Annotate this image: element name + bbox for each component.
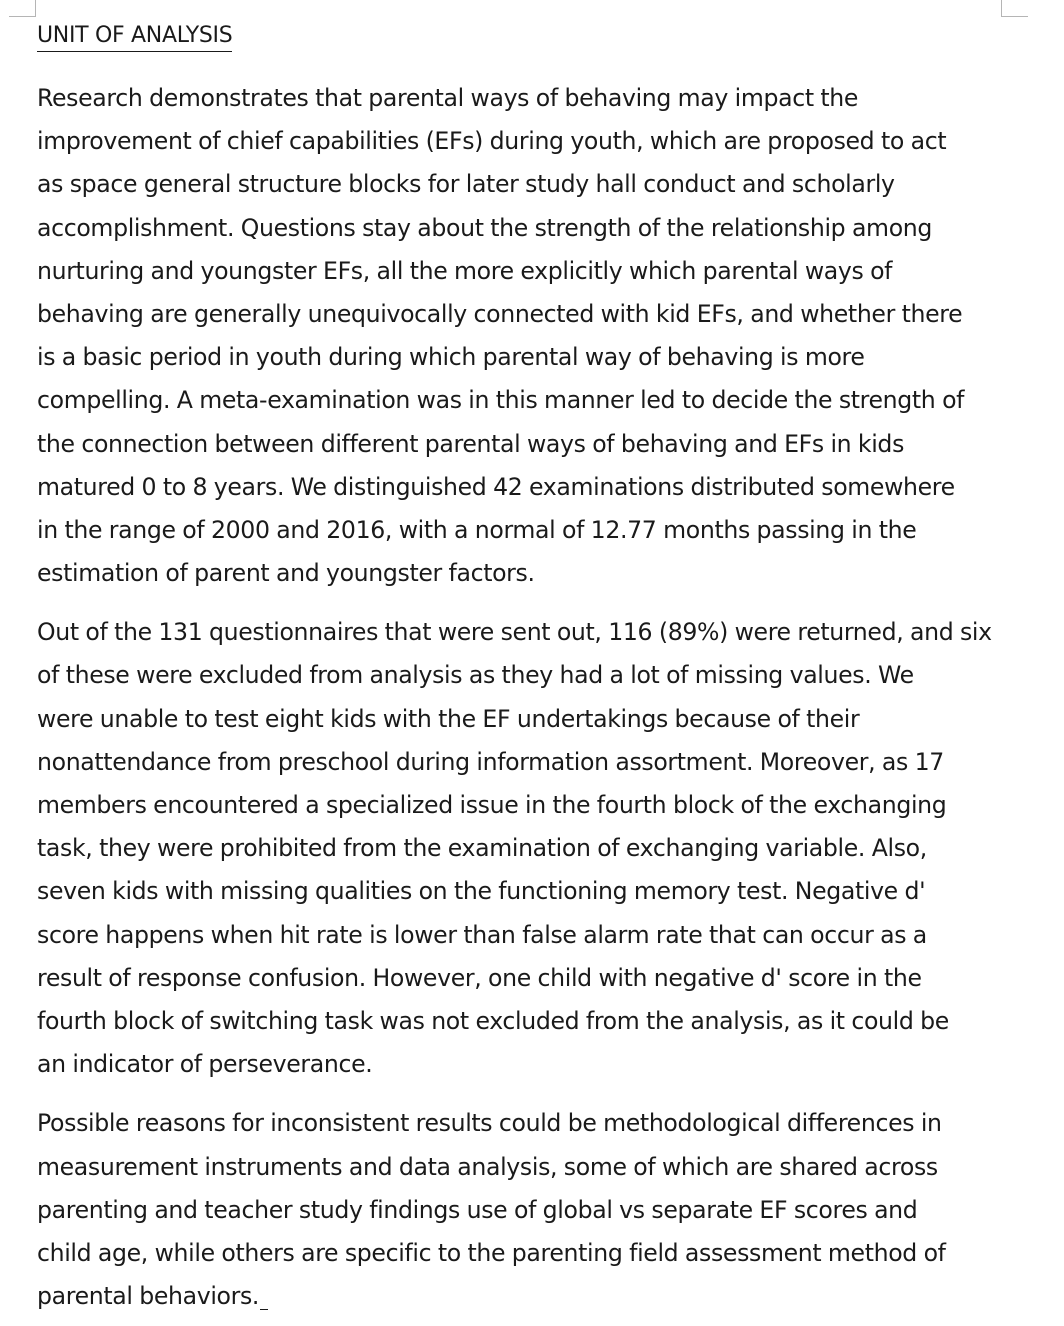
text-line: estimation of parent and youngster factors. — [37, 559, 535, 588]
text-line: the connection between different parental ways of behaving and EFs in kids — [37, 429, 905, 458]
text-line: task, they were prohibited from the examination of exchanging variable. Also, — [37, 834, 927, 863]
text-line-last — [37, 1275, 997, 1318]
text-line: behaving are generally unequivocally connected with kid EFs, and whether there — [37, 299, 963, 328]
text-line: score happens when hit rate is lower than false alarm rate that can occur as a — [37, 920, 927, 949]
text-line: were unable to test eight kids with the EF undertakings because of their — [37, 704, 860, 733]
text-cursor — [260, 1309, 268, 1310]
document-body[interactable] — [37, 22, 997, 1318]
text-line: is a basic period in youth during which parental way of behaving is more — [37, 343, 865, 372]
text-line: child age, while others are specific to the parenting field assessment method of — [37, 1238, 946, 1267]
text-line: as space general structure blocks for later study hall conduct and scholarly — [37, 170, 895, 199]
text-line: seven kids with missing qualities on the functioning memory test. Negative d' — [37, 877, 926, 906]
text-line: nonattendance from preschool during information assortment. Moreover, as 17 — [37, 747, 944, 776]
crop-mark-top-right — [1001, 0, 1028, 17]
text-line: of these were excluded from analysis as they had a lot of missing values. We — [37, 661, 914, 690]
text-line: measurement instruments and data analysis, some of which are shared across — [37, 1152, 938, 1181]
crop-mark-top-left — [9, 0, 36, 17]
paragraph-3[interactable] — [37, 1102, 997, 1318]
text-line: Out of the 131 questionnaires that were sent out, 116 (89%) were returned, and six — [37, 618, 992, 647]
paragraph-1[interactable] — [37, 77, 997, 595]
text-line: matured 0 to 8 years. We distinguished 42 examinations distributed somewhere — [37, 472, 955, 501]
text-line: an indicator of perseverance. — [37, 1050, 373, 1079]
text-line-content: parental behaviors. — [37, 1282, 260, 1311]
text-line: Research demonstrates that parental ways of behaving may impact the — [37, 84, 859, 112]
text-line: in the range of 2000 and 2016, with a normal of 12.77 months passing in the — [37, 515, 917, 544]
text-line: fourth block of switching task was not excluded from the analysis, as it could be — [37, 1006, 949, 1035]
text-line: members encountered a specialized issue in the fourth block of the exchanging — [37, 791, 947, 819]
text-line: Possible reasons for inconsistent results could be methodological differences in — [37, 1109, 942, 1138]
paragraph-2[interactable] — [37, 611, 997, 1086]
section-heading: UNIT OF ANALYSIS — [37, 22, 232, 52]
text-line: result of response confusion. However, one child with negative d' score in the — [37, 963, 922, 992]
text-line: accomplishment. Questions stay about the strength of the relationship among — [37, 213, 933, 242]
text-line: improvement of chief capabilities (EFs) during youth, which are proposed to act — [37, 127, 947, 156]
text-line: compelling. A meta-examination was in this manner led to decide the strength of — [37, 386, 965, 415]
text-line: nurturing and youngster EFs, all the more explicitly which parental ways of — [37, 256, 893, 285]
text-line: parenting and teacher study findings use of global vs separate EF scores and — [37, 1195, 918, 1224]
